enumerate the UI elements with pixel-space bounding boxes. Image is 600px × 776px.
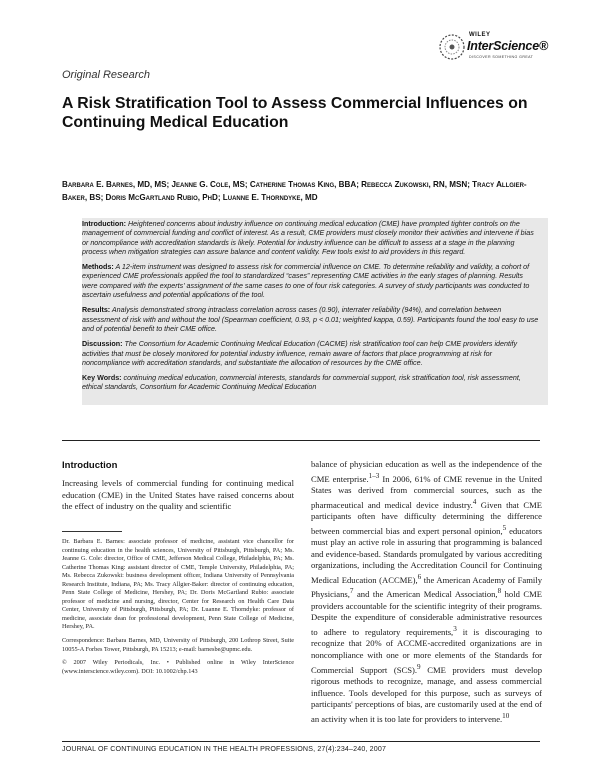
right-column-text: [311, 459, 542, 725]
abstract-discussion: [82, 340, 540, 368]
citation-ref: 4: [472, 497, 477, 506]
citation-ref: 7: [349, 587, 354, 596]
introduction-heading: Introduction: [62, 460, 118, 471]
citation-ref: 9: [417, 662, 421, 671]
abstract-keywords: [82, 374, 540, 393]
journal-footer: JOURNAL OF CONTINUING EDUCATION IN THE HEALTH PROFESSIONS, 27(4):234–240, 2007: [62, 745, 387, 753]
author-footnote: [62, 538, 294, 681]
body-text: the American Academy of Family Physicians,: [311, 574, 542, 600]
copyright-note: © 2007 Wiley Periodicals, Inc. • Published online in Wiley InterScience (www.interscience.wiley.com). DOI: 10.1002/chp.143: [62, 659, 294, 675]
footer-divider: [62, 741, 540, 742]
abstract-results-label: Results:: [82, 306, 111, 315]
body-text: balance of physician education as well as the independence of the CME enterprise.: [311, 459, 542, 484]
author-name: Barbara E. Barnes, MD, MS;: [62, 180, 170, 189]
author-name: Doris McGartland Rubio, PhD;: [105, 192, 221, 202]
citation-ref: 1–3: [368, 471, 380, 480]
article-title: A Risk Stratification Tool to Assess Commercial Influences on Continuing Medical Education: [62, 95, 528, 131]
correspondence-note: Correspondence: Barbara Barnes, MD, University of Pittsburgh, 200 Lothrop Street, Suite 10055-A Forbes Tower, Pittsburgh, PA 15213; e-mail: barnesbe@upmc.edu.: [62, 637, 294, 653]
citation-ref: 5: [502, 523, 507, 532]
logo-brand: InterScience®: [467, 39, 548, 53]
author-name: Tracy Allgier-Baker, BS;: [62, 180, 527, 202]
affiliations-note: Dr. Barbara E. Barnes: associate professor of medicine, assistant vice chancellor for continuing education in the health sciences, University of Pittsburgh, Pittsburgh, PA; Ms. Jeanne G. Cole: director, Office of CME, Jefferson Medical College, Philadelphia, PA; Ms. Catherine Thomas King: assistant director of CME, Temple University, Philadelphia, PA; Ms. Rebecca Zukowski: business development officer, Indiana University of Pennsylvania Research Institute, Indiana, PA; Ms. Tracy Allgier-Baker: director of continuing education, Penn State College of Medicine, Hershey, PA; Dr. Doris McGartland Rubio: associate professor of medicine and nursing, director, Center for Research on Health Care Data Center, University of Pittsburgh, Pittsburgh, PA; Dr. Luanne E. Thorndyke: professor of medicine, associate dean for professional development, Penn State College of Medicine, Hershey, PA.: [62, 538, 294, 631]
citation-ref: 6: [417, 572, 422, 581]
keywords-label: Key Words:: [82, 374, 122, 383]
body-text: In 2006, 61% of CME revenue in the United States was derived from commercial sources, such as the pharmaceutical and medical device industry.: [311, 473, 542, 510]
logo-tagline: DISCOVER SOMETHING GREAT: [469, 55, 534, 59]
abstract-introduction-label: Introduction:: [82, 220, 127, 228]
abstract-discussion-label: Discussion:: [82, 340, 123, 349]
body-text: and the American Medical Association,: [353, 589, 498, 600]
footnote-divider: [62, 531, 122, 532]
citation-ref: 3: [453, 625, 457, 634]
abstract-methods: [82, 263, 540, 300]
intro-paragraph: Increasing levels of commercial funding for continuing medical education (CME) in the United States have raised concerns about the effect of industry on the quality and scientific: [62, 478, 294, 512]
body-text: CME providers must develop rigorous methods to recognize, manage, and assess commercial influence. Tools developed for this purpose, such as surveys of participants' perceptions of bias, are customarily used at the end of an activity when it is too late for providers to intervene.: [311, 664, 542, 724]
citation-ref: 8: [497, 587, 502, 596]
body-text: educators must play an active role in assuring that programming is balanced and evidence-based. Standards promulgated by various accrediting organizations, including the Accreditation Council for Continuing Medical Education (ACCME),: [311, 525, 542, 585]
section-divider: [62, 440, 540, 441]
body-text: hold CME providers accountable for the scientific integrity of their programs. Despite the expenditure of considerable administrative resources to adhere to regulatory requirements,: [311, 589, 542, 637]
abstract-results-text: Analysis demonstrated strong intraclass correlation across cases (0.90), interrater reliability (94%), and correlation between assessment of risk with and without the tool (Spearman coefficient, 0.93, p < 0.01; weighted kappa, 0.59). Participants found the tool easy to use and of potential benefit to their CME office.: [82, 306, 539, 333]
abstract-introduction: [82, 220, 540, 257]
logo-publisher: WILEY: [469, 32, 491, 38]
abstract-box: [82, 218, 548, 405]
keywords-text: continuing medical education, commercial interests, standards for commercial support, risk stratification tool, risk assessment, ethical standards, Consortium for Academic Continuing Medical Education: [82, 374, 521, 392]
author-name: Jeanne G. Cole, MS;: [171, 180, 248, 189]
abstract-introduction-text: Heightened concerns about industry influence on continuing medical education (CME) have prompted tighter controls on the management of commercial funding and conflict of interest. As a result, CME providers must closely monitor their activities and intervene if bias or noncompliance with accreditation standards is likely. Potential for industry influence can be difficult to assess at a stage in the planning process when mitigation strategies can assure balance and content validity. Few tools exist to aid providers in this regard.: [82, 220, 534, 256]
wiley-interscience-logo: [437, 30, 557, 66]
section-label: Original Research: [62, 69, 151, 81]
left-column-text: [62, 478, 294, 513]
body-text: it is discouraging to recognize that 20% of ACCME-accredited organizations are in noncompliance with one or more elements of the Standards for Commercial Support (SCS).: [311, 626, 542, 675]
author-name: Catherine Thomas King, BBA;: [249, 180, 359, 189]
author-name: Rebecca Zukowski, RN, MSN;: [361, 180, 470, 189]
abstract-discussion-text: The Consortium for Academic Continuing Medical Education (CACME) risk stratification tool can help CME providers identify activities that must be closely monitored for potential industry influence, remain aware of factors that place programming at risk for noncompliance with accreditation standards, and substantiate the allocation of resources by the CME office.: [82, 340, 518, 367]
logo-swirl-icon: [437, 30, 467, 64]
abstract-methods-text: A 12-item instrument was designed to assess risk for commercial influence on CME. To determine reliability and validity, a cohort of experienced CME professionals applied the tool to standardized “cases” representing CME activities in the early stages of planning. Results were compared with the experts' assignment of the same cases to one of four risk categories. A survey of study participants was conducted to ascertain usefulness and potential applications of the tool.: [82, 263, 530, 300]
author-list: [62, 179, 542, 204]
body-text: Given that CME participants often have difficulty determining the difference between commercial bias and expert personal opinion,: [311, 499, 542, 536]
abstract-results: [82, 306, 540, 334]
abstract-methods-label: Methods:: [82, 263, 114, 272]
citation-ref: 10: [502, 711, 510, 720]
author-name: Luanne E. Thorndyke, MD: [222, 192, 318, 202]
